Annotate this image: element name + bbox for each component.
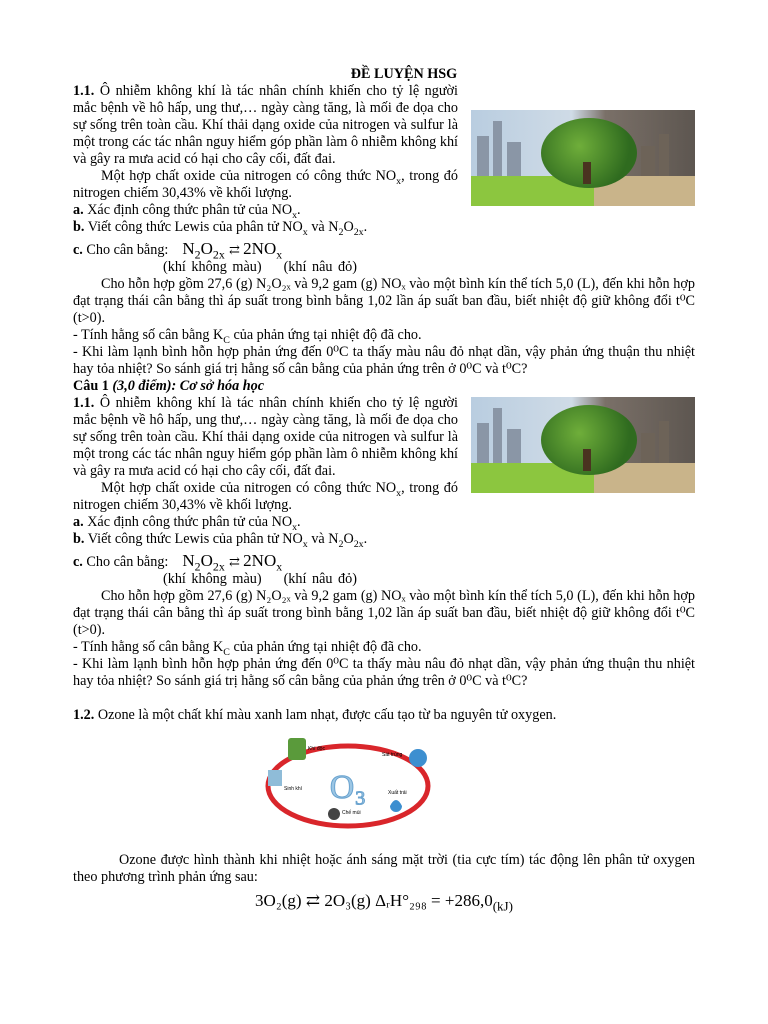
question-c: c. Cho cân bằng: $N_2O_{2x}$ ⇄ $2NO_x$ — [73, 551, 283, 574]
mixture-paragraph: Cho hỗn hợp gồm 27,6 (g) N₂O₂ₓ và 9,2 gam (g) NOₓ vào một bình kín thể tích 5,0 (L), đến khi hỗn hợp đạt trạng thái cân bằng thì áp suất trong bình bằng 1,02 lần áp suất ban đầu, biết nhiệt độ giữ không đổi t⁰C (t>0). — [73, 276, 695, 326]
page-title: ĐỀ LUYỆN HSG — [350, 66, 458, 82]
oxide-paragraph: Một hợp chất oxide của nitrogen có công thức $NO_x$, trong đó nitrogen chiếm 30,43% về khối lượng. — [73, 480, 458, 513]
intro-paragraph: 1.1. Ô nhiễm không khí là tác nhân chính khiến cho tỷ lệ người mắc bệnh về hô hấp, ung thư,… ngày càng tăng, là mối đe dọa cho sự sống trên toàn cầu. Khí thải dạng oxide của nitrogen và sulfur là một trong các tác nhân nguy hiểm góp phần làm ô nhiễm không khí và gây ra mưa acid có hại cho cây cối, đất đai. — [73, 395, 458, 479]
ozone-cycle-figure — [73, 736, 695, 846]
sensor-icon — [328, 808, 340, 820]
question-b: b. Viết công thức Lewis của phân tử $NO_x$ và $N_2O_{2x}$. — [73, 531, 368, 550]
bin-icon — [288, 738, 306, 760]
bullet-cooling: - Khi làm lạnh bình hỗn hợp phản ứng đến 0⁰C ta thấy màu nâu đỏ nhạt dần, vậy phản ứng thuận thu nhiệt hay tỏa nhiệt? So sánh giá trị hằng số cân bằng của phản ứng trên ở 0⁰C và t⁰C? — [73, 656, 695, 689]
ozone-formation-paragraph: Ozone được hình thành khi nhiệt hoặc ánh sáng mặt trời (tia cực tím) tác động lên phân tử oxygen theo phương trình phản ứng sau: — [73, 852, 695, 885]
cycle-label-1: Khí độc — [308, 746, 325, 752]
building-icon — [268, 770, 282, 786]
cycle-label-2: Sát trùng — [382, 752, 403, 758]
gas-color-labels: (khí không màu) (khí nâu đỏ) — [163, 571, 357, 587]
ozone-equation: 3O₂(g) ⇄ 2O₃(g) ΔᵣH°₂₉₈ = $+286,0_{(kJ)}$ — [255, 891, 513, 914]
ozone-cycle-diagram — [262, 736, 434, 832]
gas-color-labels: (khí không màu) (khí nâu đỏ) — [163, 259, 357, 275]
pollution-photo — [471, 397, 695, 493]
equilibrium-equation: $N_2O_{2x}$ ⇄ $2NO_x$ — [182, 239, 283, 262]
cycle-label-5: Chế mùi — [342, 810, 361, 816]
water-drop-icon — [390, 800, 402, 812]
cycle-label-3: Sinh khí — [284, 786, 303, 792]
ozone-intro: 1.2. Ozone là một chất khí màu xanh lam nhạt, được cấu tạo từ ba nguyên tử oxygen. — [73, 707, 557, 723]
equilibrium-arrow-icon: ⇄ — [229, 554, 239, 569]
oxide-paragraph: Một hợp chất oxide của nitrogen có công thức $NO_x$, trong đó nitrogen chiếm 30,43% về khối lượng. — [73, 168, 458, 201]
cycle-label-4: Xuất trái — [388, 790, 407, 796]
pollution-photo — [471, 110, 695, 206]
document-page — [73, 66, 695, 914]
intro-paragraph: 1.1. Ô nhiễm không khí là tác nhân chính khiến cho tỷ lệ người mắc bệnh về hô hấp, ung thư,… ngày càng tăng, là mối đe dọa cho sự sống trên toàn cầu. Khí thải dạng oxide của nitrogen và sulfur là một trong các tác nhân nguy hiểm góp phần làm ô nhiễm không khí và gây ra mưa acid có hại cho cây cối, đất đai. — [73, 83, 458, 167]
splash-icon — [409, 749, 427, 767]
bullet-kc: - Tính hằng số cân bằng $K_C$ của phản ứng tại nhiệt độ đã cho. — [73, 327, 422, 346]
bullet-kc: - Tính hằng số cân bằng $K_C$ của phản ứng tại nhiệt độ đã cho. — [73, 639, 422, 658]
bullet-cooling: - Khi làm lạnh bình hỗn hợp phản ứng đến 0⁰C ta thấy màu nâu đỏ nhạt dần, vậy phản ứng thuận thu nhiệt hay tỏa nhiệt? So sánh giá trị hằng số cân bằng của phản ứng trên ở 0⁰C và t⁰C? — [73, 344, 695, 377]
question-b: b. Viết công thức Lewis của phân tử $NO_x$ và $N_2O_{2x}$. — [73, 219, 368, 238]
question-block-1 — [73, 83, 695, 378]
question-a: a. Xác định công thức phân tử của $NO_x$. — [73, 202, 301, 221]
ozone-symbol: O₃ — [329, 769, 367, 806]
question-a: a. Xác định công thức phân tử của $NO_x$. — [73, 514, 301, 533]
question-block-2 — [73, 395, 695, 690]
equilibrium-arrow-icon: ⇄ — [229, 242, 239, 257]
cau1-heading: Câu 1 (3,0 điểm): Cơ sở hóa học — [73, 378, 265, 394]
equilibrium-equation: $N_2O_{2x}$ ⇄ $2NO_x$ — [182, 551, 283, 574]
mixture-paragraph: Cho hỗn hợp gồm 27,6 (g) N₂O₂ₓ và 9,2 gam (g) NOₓ vào một bình kín thể tích 5,0 (L), đến khi hỗn hợp đạt trạng thái cân bằng thì áp suất trong bình bằng 1,02 lần áp suất ban đầu, biết nhiệt độ giữ không đổi t⁰C (t>0). — [73, 588, 695, 638]
question-c: c. Cho cân bằng: $N_2O_{2x}$ ⇄ $2NO_x$ — [73, 239, 283, 262]
